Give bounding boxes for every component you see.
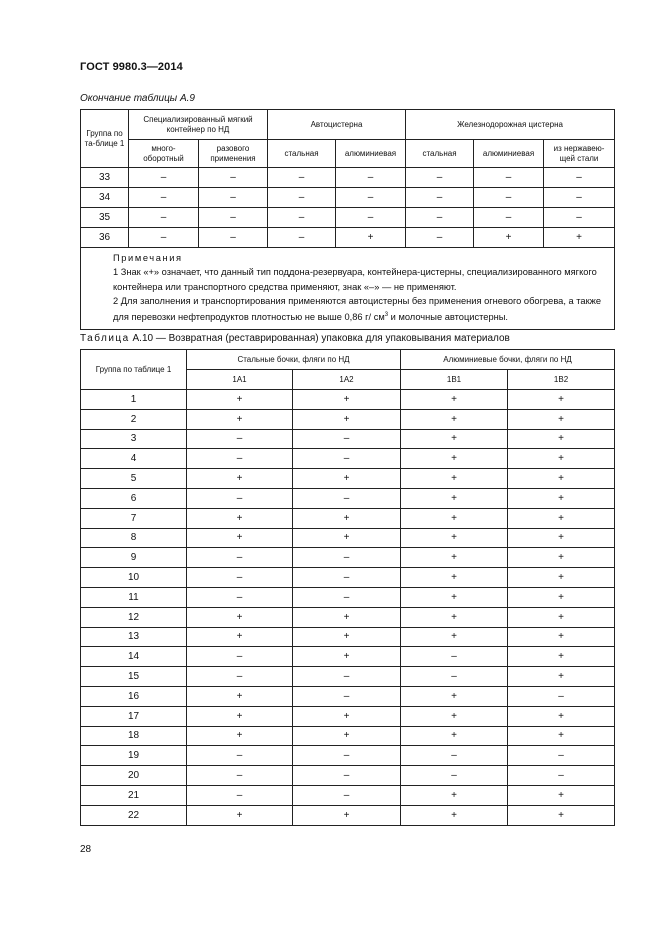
table-cell: – [129,168,199,188]
table-cell: + [401,449,508,469]
t10-header-1b2: 1В2 [508,370,615,390]
table-row [81,667,615,687]
table-row [81,429,615,449]
t9-header-steel: стальная [268,140,336,168]
table-cell: + [508,508,615,528]
table-cell: + [544,228,615,248]
table-cell: + [401,607,508,627]
group-cell: 8 [81,528,187,548]
table-cell: + [401,488,508,508]
table-cell: – [336,188,406,208]
caption-text: А.10 — Возвратная (реставрированная) упаковка для упаковывания материалов [129,333,510,344]
table-row [81,686,615,706]
table-row [81,508,615,528]
table-cell: – [187,746,293,766]
table-a9-notes [81,248,615,330]
group-cell: 4 [81,449,187,469]
table-cell: + [401,587,508,607]
table-cell: – [474,188,544,208]
table-cell: – [129,208,199,228]
group-cell: 10 [81,568,187,588]
table-cell: + [187,469,293,489]
group-cell: 33 [81,168,129,188]
t9-header-soft-container: Специализированный мягкий контейнер по НД [129,110,268,140]
table-cell: – [187,548,293,568]
group-cell: 34 [81,188,129,208]
table-row [81,488,615,508]
group-cell: 11 [81,587,187,607]
table-cell: + [401,785,508,805]
table-cell: – [268,188,336,208]
table-cell: + [293,627,401,647]
table-cell: – [401,766,508,786]
group-cell: 13 [81,627,187,647]
table-cell: – [268,208,336,228]
group-cell: 14 [81,647,187,667]
table-cell: + [401,409,508,429]
table-cell: – [293,785,401,805]
table-cell: + [508,706,615,726]
table-cell: + [401,627,508,647]
table-cell: + [293,805,401,825]
group-cell: 12 [81,607,187,627]
table-cell: + [293,607,401,627]
table-cell: + [508,449,615,469]
table-cell: + [508,785,615,805]
table-cell: + [293,528,401,548]
table-cell: + [401,805,508,825]
table-row [81,607,615,627]
caption-label: Таблица [80,333,130,344]
table-cell: + [508,667,615,687]
table-cell: + [401,548,508,568]
table-cell: – [199,188,268,208]
table-cell: + [401,528,508,548]
table-cell: – [187,766,293,786]
table-a10-body [81,390,615,826]
table-cell: + [187,805,293,825]
table-cell: – [293,686,401,706]
table-row [81,168,615,188]
group-cell: 20 [81,766,187,786]
group-cell: 2 [81,409,187,429]
table-row [81,587,615,607]
table-cell: + [508,568,615,588]
table-cell: + [508,627,615,647]
table-cell: + [508,805,615,825]
table-cell: + [508,390,615,410]
table-cell: – [474,168,544,188]
table-cell: – [293,449,401,469]
t10-header-group: Группа по таблице 1 [81,350,187,390]
table-cell: + [336,228,406,248]
table-cell: – [293,429,401,449]
table-cell: – [406,208,474,228]
table-cell: + [401,508,508,528]
table-row [81,627,615,647]
note-2 [87,294,608,325]
table-cell: + [187,528,293,548]
table-row [81,409,615,429]
table-a9-caption: Окончание таблицы А.9 [80,93,195,104]
table-cell: + [474,228,544,248]
table-cell: + [293,469,401,489]
table-row [81,528,615,548]
table-cell: – [293,587,401,607]
table-cell: – [187,785,293,805]
table-cell: + [401,706,508,726]
table-row [81,647,615,667]
table-cell: – [268,168,336,188]
t10-header-steel-drums: Стальные бочки, фляги по НД [187,350,401,370]
table-cell: – [401,746,508,766]
table-row [81,785,615,805]
table-row [81,469,615,489]
table-row [81,568,615,588]
table-cell: – [187,667,293,687]
table-cell: – [129,228,199,248]
table-cell: + [508,607,615,627]
table-cell: – [293,766,401,786]
table-cell: – [187,449,293,469]
table-cell: + [401,686,508,706]
table-a10-caption [80,333,510,344]
group-cell: 17 [81,706,187,726]
table-cell: – [406,168,474,188]
table-cell: – [199,228,268,248]
table-cell: + [401,390,508,410]
table-cell: – [199,168,268,188]
table-cell: – [336,208,406,228]
table-cell: + [187,607,293,627]
group-cell: 5 [81,469,187,489]
table-row [81,766,615,786]
document-header: ГОСТ 9980.3—2014 [80,61,183,73]
table-cell: + [187,508,293,528]
table-cell: + [508,548,615,568]
group-cell: 3 [81,429,187,449]
table-row [81,726,615,746]
table-row [81,548,615,568]
group-cell: 6 [81,488,187,508]
table-a9 [80,109,615,330]
t9-header-tank-truck: Автоцистерна [268,110,406,140]
t9-header-group: Группа по та-блице 1 [81,110,129,168]
table-cell: + [508,647,615,667]
table-cell: – [406,188,474,208]
group-cell: 35 [81,208,129,228]
table-cell: + [401,469,508,489]
notes-title: Примечания [113,253,183,263]
table-row [81,805,615,825]
t9-header-stainless: из нержавею-щей стали [544,140,615,168]
table-cell: – [199,208,268,228]
group-cell: 9 [81,548,187,568]
table-cell: + [293,647,401,667]
group-cell: 18 [81,726,187,746]
note-2-text-end: и молочные автоцистерны. [388,312,509,323]
table-cell: – [293,488,401,508]
note-2-superscript: 3 [384,312,389,319]
t9-header-single: разового применения [199,140,268,168]
table-cell: – [187,429,293,449]
t9-header-multi: много-оборотный [129,140,199,168]
table-cell: – [508,686,615,706]
table-cell: – [336,168,406,188]
table-cell: + [187,409,293,429]
table-cell: – [508,766,615,786]
group-cell: 15 [81,667,187,687]
table-row [81,390,615,410]
table-cell: + [187,726,293,746]
table-cell: + [401,568,508,588]
table-cell: – [544,168,615,188]
group-cell: 21 [81,785,187,805]
t10-header-1a2: 1А2 [293,370,401,390]
table-cell: – [187,647,293,667]
table-cell: – [544,188,615,208]
table-cell: + [508,528,615,548]
table-cell: + [293,508,401,528]
t10-header-1b1: 1В1 [401,370,508,390]
table-cell: – [508,746,615,766]
table-cell: – [293,746,401,766]
group-cell: 7 [81,508,187,528]
table-cell: + [293,390,401,410]
t10-header-aluminum-drums: Алюминиевые бочки, фляги по НД [401,350,615,370]
table-cell: – [187,568,293,588]
group-cell: 16 [81,686,187,706]
table-cell: + [293,409,401,429]
table-cell: + [508,587,615,607]
table-row [81,449,615,469]
t9-header-rail-tank: Железнодорожная цистерна [406,110,615,140]
table-cell: – [187,587,293,607]
table-cell: + [401,726,508,746]
t10-header-1a1: 1А1 [187,370,293,390]
table-cell: + [293,726,401,746]
table-cell: + [401,429,508,449]
table-cell: + [187,686,293,706]
table-cell: – [293,548,401,568]
table-cell: + [508,429,615,449]
table-cell: – [293,667,401,687]
note-2-text: 2 Для заполнения и транспортирования применяются автоцистерны без применения огневого обогрева, а также для перевозки нефтепродуктов плотностью не выше 0,86 г/ см [113,295,602,323]
table-cell: – [544,208,615,228]
table-cell: + [508,488,615,508]
group-cell: 36 [81,228,129,248]
table-cell: + [508,409,615,429]
table-a10 [80,349,615,826]
table-cell: – [268,228,336,248]
table-cell: + [187,390,293,410]
table-cell: + [508,726,615,746]
table-cell: + [187,627,293,647]
table-row [81,208,615,228]
group-cell: 22 [81,805,187,825]
table-cell: – [129,188,199,208]
table-cell: + [508,469,615,489]
t9-header-aluminum: алюминиевая [336,140,406,168]
table-cell: + [293,706,401,726]
table-cell: – [293,568,401,588]
table-cell: – [187,488,293,508]
t9-header-steel-rail: стальная [406,140,474,168]
table-cell: + [187,706,293,726]
table-cell: – [406,228,474,248]
table-cell: – [401,667,508,687]
t9-header-aluminum-rail: алюминиевая [474,140,544,168]
table-row [81,228,615,248]
group-cell: 19 [81,746,187,766]
note-1: 1 Знак «+» означает, что данный тип поддона-резервуара, контейнера-цистерны, специализированного мягкого контейнера или транспортного средства применяют, знак «–» — не применяют. [113,267,597,292]
table-cell: – [474,208,544,228]
table-cell: – [401,647,508,667]
table-row [81,188,615,208]
table-row [81,746,615,766]
page-number: 28 [80,844,92,855]
group-cell: 1 [81,390,187,410]
table-row [81,706,615,726]
